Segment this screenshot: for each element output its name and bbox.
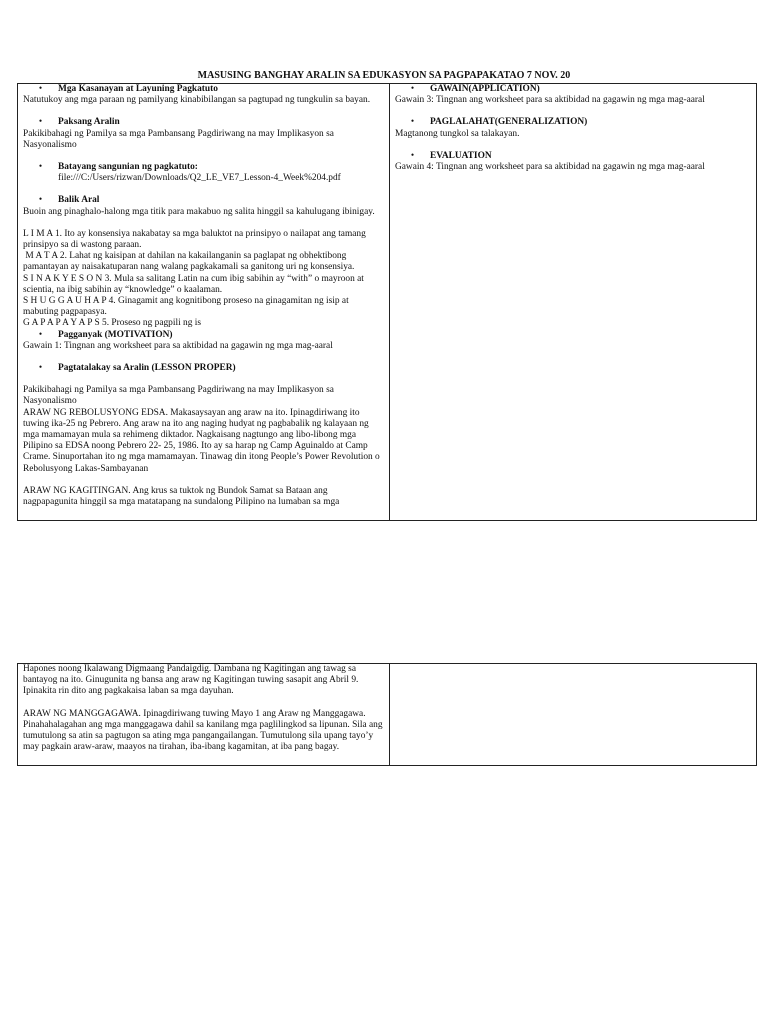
- objectives-heading: • Mga Kasanayan at Layuning Pagkatuto: [38, 84, 218, 94]
- lesson-edsa: ARAW NG REBOLUSYONG EDSA. Makasaysayan ang araw na ito. Ipinagdiriwang ito tuwing ika-25 ng Pebrero. Ang araw na ito ang naging hudyat ng pagbabalik ng kalayaan ng mga mamamayan mula sa rehimeng diktador. Nagkaisang nagtungo ang libo-libong mga Pilipino sa EDSA noong Pebrero 22- 25, 1986. Ito ay sa harap ng Camp Aguinaldo at Camp Crame. Sinuportahan ito ng mga mamamayan. Tinawag din itong People’s Power Revolution o Rebolusyong Lakas-Sambayanan: [23, 407, 383, 474]
- review-heading: • Balik Aral: [38, 195, 100, 206]
- generalization-heading: • PAGLALAHAT(GENERALIZATION): [410, 117, 588, 128]
- continuation-left-column: [18, 664, 390, 766]
- review-text: Buoin ang pinaghalo-halong mga titik para makabuo ng salita hinggil sa kahulugang ibinigay.: [23, 206, 375, 217]
- document-title: MASUSING BANGHAY ARALIN SA EDUKASYON SA PAGPAPAKATAO 7 NOV. 20: [197, 70, 571, 81]
- continuation-right-column: [390, 664, 757, 766]
- right-column: [390, 84, 757, 521]
- left-column: [18, 84, 390, 521]
- application-heading: • GAWAIN(APPLICATION): [410, 84, 540, 94]
- objectives-text: Natutukoy ang mga paraan ng pamilyang kinabibilangan sa pagtupad ng tungkulin sa bayan.: [23, 95, 371, 106]
- lesson-kagitingan: ARAW NG KAGITINGAN. Ang krus sa tuktok ng Bundok Samat sa Bataan ang nagpapagunita hinggil sa mga matatapang na sundalong Pilipino na lumaban sa mga: [23, 485, 340, 508]
- review-item: M A T A 2. Lahat ng kaisipan at dahilan na kakailanganin sa paglapat ng obhektibong pamantayan ay naisakatuparan nang walang pagkakamali sa ganitong uri ng konsensiya.: [23, 251, 355, 273]
- lesson-heading: • Pagtatalakay sa Aralin (LESSON PROPER): [38, 363, 236, 374]
- topic-heading: • Paksang Aralin: [38, 117, 120, 128]
- kagitingan-continuation: Hapones noong Ikalawang Digmaang Pandaigdig. Dambana ng Kagitingan ang tawag sa bantayog na ito. Ginugunita ng bansa ang araw ng Kagitingan tuwing sasapit ang Abril 9. Ipinakita rin dito ang pagkakaisa laban sa mga dayuhan.: [23, 664, 361, 697]
- evaluation-heading: • EVALUATION: [410, 150, 492, 161]
- evaluation-text: Gawain 4: Tingnan ang worksheet para sa aktibidad na gagawin ng mga mag-aaral: [395, 162, 705, 173]
- generalization-text: Magtanong tungkol sa talakayan.: [395, 128, 520, 139]
- review-item: G A P A P A Y A P S 5. Proseso ng pagpili ng is: [23, 318, 201, 329]
- review-item: L I M A 1. Ito ay konsensiya nakabatay sa mga baluktot na prinsipyo o nailapat ang tamang prinsipyo sa di wastong paraan.: [23, 228, 369, 251]
- application-text: Gawain 3: Tingnan ang worksheet para sa aktibidad na gagawin ng mga mag-aaral: [395, 95, 705, 106]
- review-item: S H U G G A U H A P 4. Ginagamit ang kognitibong proseso na ginagamitan ng isip at mabuting pagpapasya.: [23, 296, 352, 318]
- manggagawa-text: ARAW NG MANGGAGAWA. Ipinagdiriwang tuwing Mayo 1 ang Araw ng Manggagawa. Pinahahalagahan ang mga manggagawa dahil sa kanilang mga paglilingkod sa lipunan. Sila ang tumutulong sa atin sa pagtugon sa ating mga pangangailangan. Tumutulong sila upang tayo’y may pagkain araw-araw, maayos na tirahan, iba-ibang kagamitan, at iba pang bagay.: [23, 708, 385, 753]
- lesson-plan-table: [17, 83, 757, 521]
- reference-heading: • Batayang sangunian ng pagkatuto:: [38, 162, 198, 173]
- review-item: S I N A K Y E S O N 3. Mula sa salitang Latin na cum ibig sabihin ay “with” o mayroon at scientia, na ibig sabihin ay “knowledge” o kaalaman.: [23, 273, 367, 295]
- motivation-text: Gawain 1: Tingnan ang worksheet para sa aktibidad na gagawin ng mga mag-aaral: [23, 340, 333, 351]
- reference-link[interactable]: file:///C:/Users/rizwan/Downloads/Q2_LE_VE7_Lesson-4_Week%204.pdf: [58, 173, 341, 184]
- continuation-table: [17, 663, 757, 766]
- topic-text: Pakikibahagi ng Pamilya sa mga Pambansang Pagdiriwang na may Implikasyon sa Nasyonalismo: [23, 128, 337, 150]
- motivation-heading: • Pagganyak (MOTIVATION): [38, 329, 173, 340]
- lesson-intro: Pakikibahagi ng Pamilya sa mga Pambansang Pagdiriwang na may Implikasyon sa Nasyonalismo: [23, 385, 337, 407]
